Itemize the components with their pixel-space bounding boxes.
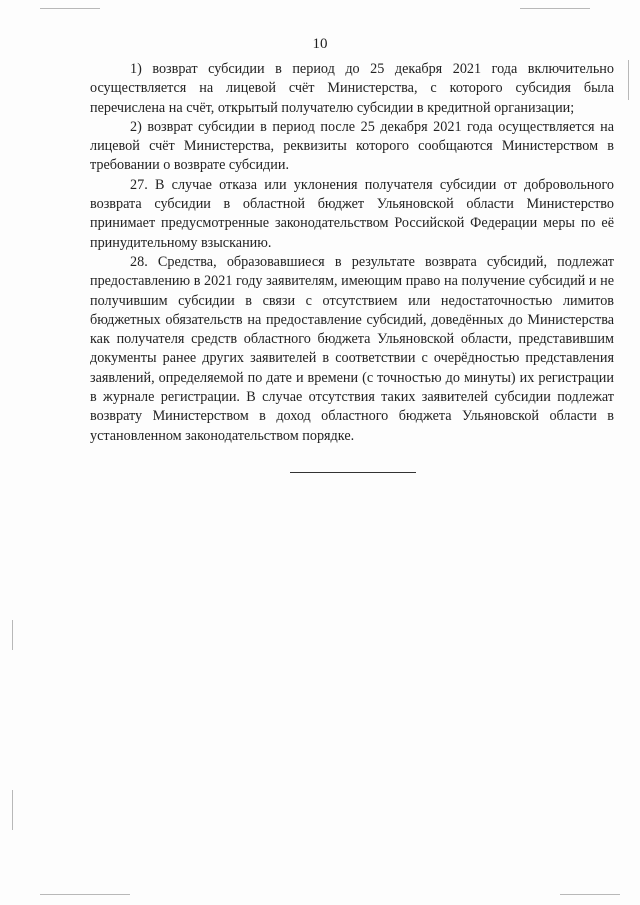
scan-artifact-top-right [520,8,590,9]
scan-artifact-right-edge [628,60,629,100]
page-number: 10 [312,36,328,52]
paragraph-return-after-deadline: 2) возврат субсидии в период после 25 декабря 2021 года осуществляется на лицевой счёт Министерства, реквизиты которого сообщаются Министерством в требовании о возврате субсидии. [90,118,614,174]
scan-artifact-bottom-left [40,894,130,895]
scan-artifact-top-left [40,8,100,9]
paragraph-return-before-deadline: 1) возврат субсидии в период до 25 декабря 2021 года включительно осуществляется на лицевой счёт Министерства, с которого субсидия была перечислена на счёт, открытый получателю субсидии в кредитной организации; [90,61,614,116]
end-divider-line [290,472,416,473]
paragraph-27-refusal: 27. В случае отказа или уклонения получателя субсидии от добровольного возврата субсидии в областной бюджет Ульяновской области Министерство принимает предусмотренные законодательством Российской Федерации меры по её принудительному взысканию. [90,176,614,251]
scan-artifact-left-edge-lower [12,790,13,830]
scan-artifact-bottom-right [560,894,620,895]
scan-artifact-left-edge [12,620,13,650]
paragraph-28-funds: 28. Средства, образовавшиеся в результате возврата субсидий, подлежат предоставлению в 2021 году заявителям, имеющим право на получение субсидий и не получившим субсидии в связи с отсутствием или недостаточностью лимитов бюджетных обязательств на предоставление субсидий, доведённых до Министерства как получателя средств областного бюджета Ульяновской области, представившим документы ранее других заявителей в соответствии с очерёдностью представления заявлений, определяемой по дате и времени (с точностью до минуты) их регистрации в журнале регистрации. В случае отсутствия таких заявителей субсидии подлежат возврату Министерством в доход областного бюджета Ульяновской области в установленном законодательством порядке. [90,253,614,444]
document-body [90,60,614,446]
